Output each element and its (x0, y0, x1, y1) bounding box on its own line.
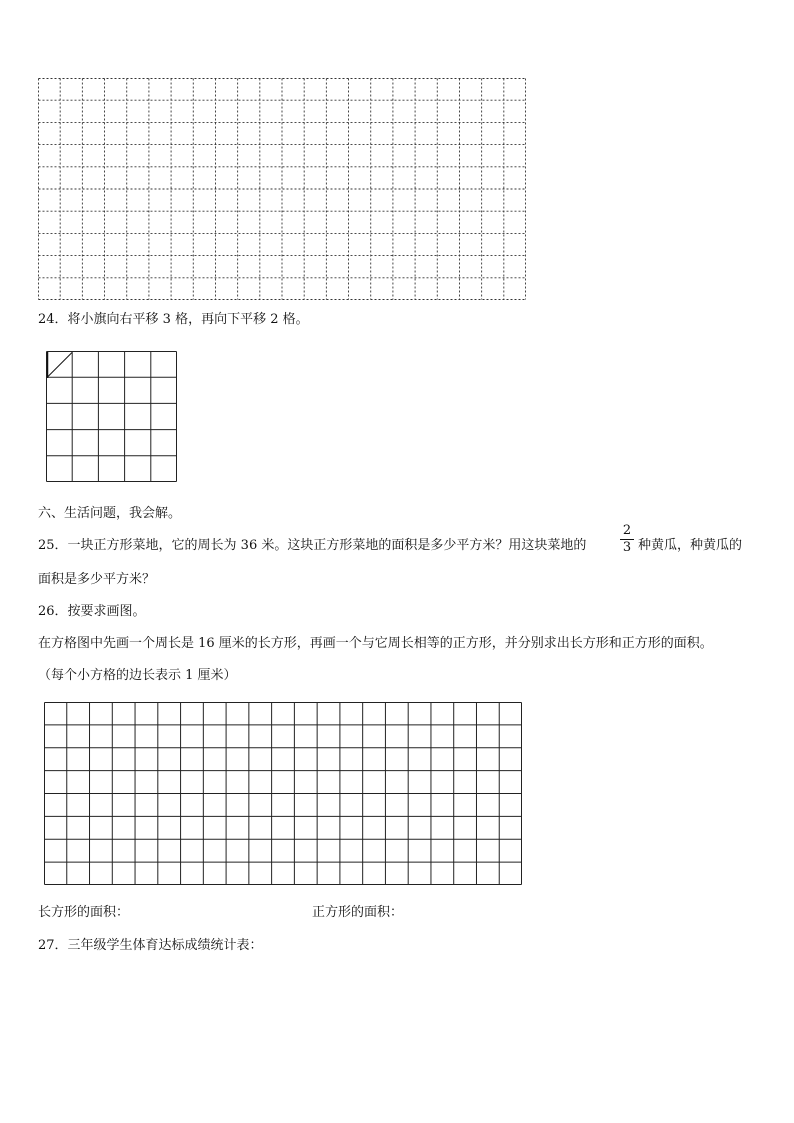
question-27: 27．三年级学生体育达标成绩统计表： (38, 938, 263, 953)
drawing-grid[interactable] (44, 702, 524, 886)
question-26-description: 在方格图中先画一个周长是 16 厘米的长方形，再画一个与它周长相等的正方形，并分别求出长方形和正方形的面积。 (38, 636, 713, 651)
question-24: 24．将小旗向右平移 3 格，再向下平移 2 格。 (38, 312, 309, 327)
rectangle-area-label: 长方形的面积： (38, 905, 130, 920)
fraction-numerator: 2 (622, 523, 632, 538)
flag-icon (48, 352, 73, 378)
square-area-label: 正方形的面积： (312, 905, 404, 920)
dashed-grid-top (38, 78, 528, 302)
flag-grid[interactable] (46, 351, 178, 483)
fraction-two-thirds (620, 524, 634, 555)
question-25-line2: 面积是多少平方米？ (38, 572, 156, 587)
section-6-title: 六、生活问题，我会解。 (38, 506, 182, 521)
question-26-note: （每个小方格的边长表示 1 厘米） (38, 668, 237, 683)
question-25-line1: 25．一块正方形菜地，它的周长为 36 米。这块正方形菜地的面积是多少平方米？用这块菜地的 (38, 538, 587, 553)
question-26-title: 26．按要求画图。 (38, 604, 146, 619)
question-25-line1-end: 种黄瓜，种黄瓜的 (638, 538, 743, 553)
fraction-denominator: 3 (622, 540, 632, 555)
